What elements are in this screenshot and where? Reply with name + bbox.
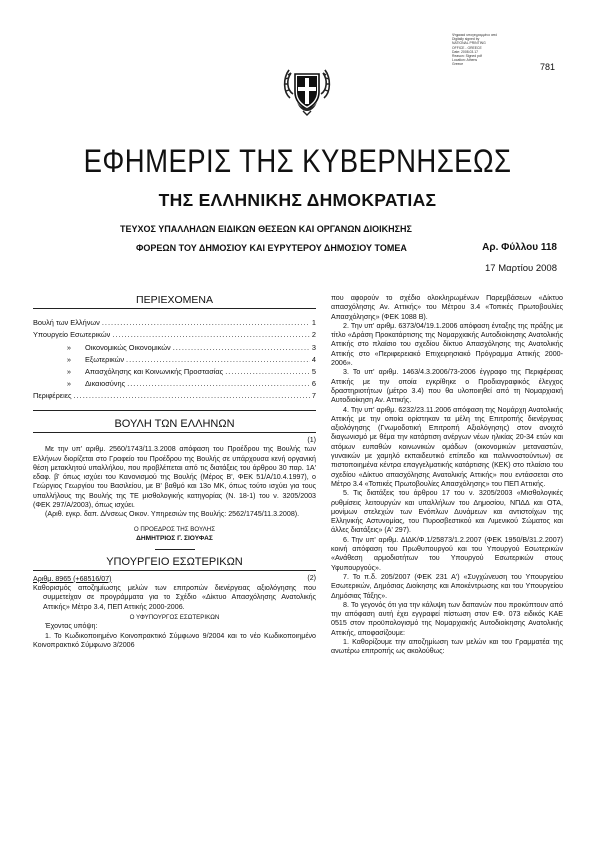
recital-5: 5. Τις διατάξεις του άρθρου 17 του ν. 3205/2003 «Μισθολογικές ρυθμίσεις λειτουργών και υπαλλήλων του Δημοσίου, ΝΠΔΔ και ΟΤΑ, μονίμων στελεχών των Ενόπλων Δυνάμεων και αντιστοίχων της Ελληνικής Αστυνομίας, του Πυροσβεστικού και Λιμενικού Σώματος και άλλες διατάξεις» (Α' 297).: [331, 489, 563, 535]
left-column: [33, 294, 316, 650]
stamp-line: Date: 2008.03.17: [452, 49, 479, 54]
toc-item-label: Βουλή των Ελλήνων: [33, 318, 100, 328]
decision-reference: Αριθμ. 8965 (+68516/07): [33, 574, 112, 583]
toc-item[interactable]: [33, 379, 316, 391]
toc-item-page: 4: [311, 354, 316, 364]
section-heading-interior: ΥΠΟΥΡΓΕΙΟ ΕΣΩΤΕΡΙΚΩΝ: [106, 556, 243, 569]
minister-title: Ο ΥΦΥΠΟΥΡΓΟΣ ΕΣΩΤΕΡΙΚΩΝ: [129, 613, 220, 621]
stamp-line: Location: Athens: [452, 58, 478, 63]
toc-item-bullet: »: [66, 379, 71, 389]
stamp-line: Digitally signed by: [452, 37, 480, 42]
decision-subject: Καθορισμός αποζημίωσης μελών των επιτροπών διενέργειας αξιολόγησης που συμμετείχαν σε προγράμματα για το Σχέδιο «Δίκτυο Απασχόλησης Ανατολικής Αττικής» Μέτρο 3.4, ΠΕΠ Αττικής 2000-2006.: [33, 584, 316, 611]
toc-item[interactable]: [33, 343, 316, 355]
toc-item-bullet: »: [66, 354, 71, 364]
having-regard: Έχοντας υπόψη:: [45, 622, 98, 631]
toc-heading: ΠΕΡΙΕΧΟΜΕΝΑ: [135, 294, 214, 306]
masthead-subtitle: ΤΗΣ ΕΛΛΗΝΙΚΗΣ ΔΗΜΟΚΡΑΤΙΑΣ: [158, 190, 437, 210]
toc-item-page: 7: [311, 391, 316, 401]
table-of-contents: [33, 318, 316, 403]
signer-title: Ο ΠΡΟΕΔΡΟΣ ΤΗΣ ΒΟΥΛΗΣ: [133, 525, 216, 533]
section-heading-parliament: ΒΟΥΛΗ ΤΩΝ ΕΛΛΗΝΩΝ: [114, 417, 235, 430]
toc-item-label: Οικονομικώς Οικονομικών: [85, 342, 171, 352]
parliament-decision-text: Με την υπ' αριθμ. 2560/1743/11.3.2008 απόφαση του Προέδρου της Βουλής των Ελλήνων διορίζεται στο Γραφείο του Προέδρου της Βουλής σε υπάρχουσα κενή οργανική θέση μετακλητού υπαλλήλου, που προβλέπεται από τις διατάξεις του άρθρου 30 παρ. 1Α' εδαφ. β' όπως ισχύει του Κανονισμού της Βουλής (Μέρος Β', ΦΕΚ 51/Α/10.4.1997), ο Γεώργιος Γεωργίου του Βασιλείου, με Β' βαθμό και 13ο ΜΚ, όπως τούτο ισχύει για τους υπαλλήλους της Βουλής της ΤΕ μισθολογικής κατηγορίας (Ν. 18-1) του ν. 3205/2003 (ΦΕΚ 297/Α/2003), όπως ισχύει.: [33, 445, 316, 509]
issue-type-line-1: ΤΕΥΧΟΣ ΥΠΑΛΛΗΛΩΝ ΕΙΔΙΚΩΝ ΘΕΣΕΩΝ ΚΑΙ ΟΡΓΑΝΩΝ ΔΙΟΙΚΗΣΗΣ: [120, 224, 412, 234]
recital-3: 3. Το υπ' αριθμ. 1463/4.3.2006/73-2006 έγγραφο της Περιφέρειας Αττικής με την οποία εγκρίθηκε ο Προδιαγραφικός έλεγχος δραστηριοτήτων (μέτρο 3.4) που θα υλοποιηθεί από τη Νομαρχιακή Αυτοδιοίκηση Αν. Αττικής.: [331, 368, 563, 405]
divider: [155, 549, 195, 550]
toc-item-label: Εξωτερικών: [85, 354, 125, 364]
stamp-line: NATIONAL PRINTING: [452, 41, 486, 46]
parliament-decision-note: (Αριθ. εγκρ. δαπ. Δ/νσεως Οικον. Υπηρεσιών της Βουλής: 2562/1745/11.3.2008).: [45, 510, 300, 519]
toc-item-page: 6: [311, 379, 316, 389]
stamp-line: Reason: Signed pdf: [452, 54, 482, 59]
divider: [33, 432, 316, 433]
toc-item-page: 2: [311, 330, 316, 340]
toc-item[interactable]: [33, 367, 316, 379]
toc-item-bullet: »: [66, 367, 71, 377]
page-number: 781: [539, 62, 555, 72]
toc-item-label: Περιφέρειες: [33, 391, 72, 401]
toc-item[interactable]: [33, 391, 316, 403]
toc-item-page: 1: [311, 318, 316, 328]
stamp-line: Ψηφιακά υπογεγραμμένο από: [452, 33, 498, 37]
toc-item-bullet: »: [66, 342, 71, 352]
stamp-line: Greece: [452, 62, 464, 67]
issue-date: 17 Μαρτίου 2008: [485, 263, 557, 274]
stamp-line: OFFICE - GREECE: [452, 45, 482, 50]
recital-4: 4. Την υπ' αριθμ. 6232/23.11.2006 απόφαση της Νομάρχη Ανατολικής Αττικής με την οποία ορίστηκαν τα μέλη της Επιτροπής διενέργειας αξιολόγησης (Γνωμοδοτική Επιτροπή Αξιολόγησης) στον ανοιχτό διαγωνισμό με θέμα την κατάρτιση ανέργων νέων ηλικίας 20-34 ετών και ατόμων ευπαθών κοινωνικών ομάδων (οικονομικών μεταναστών, γυναικών με χαμηλό εκπαιδευτικό επίπεδο και παλιννοστούντων) σε πιστοποιημένα κέντρα επαγγελματικής κατάρτισης (ΚΕΚ) στο πλαίσιο του σχεδίου «Δίκτυο απασχόλησης Ανατολικής Αττικής» που εντάσσεται στο Μέτρο 3.4 «Τοπικές Πρωτοβουλίες Απασχόλησης» του ΠΕΠ Αττικής.: [331, 405, 563, 488]
recital-2: 2. Την υπ' αριθμ. 6373/04/19.1.2006 απόφαση ένταξης της πράξης με τίτλο «Δράση Προκατάρτισης της Νομαρχιακής Αυτοδιοίκησης Ανατολικής Αττικής στο πλαίσιο του σχεδίου δίκτυο Απασχόλησης της Ανατολικής Αττικής στο «Περιφερειακό Επιχειρησιακό Πρόγραμμα Αττικής 2000-2006».: [331, 321, 563, 368]
toc-item-label: Δικαιοσύνης: [85, 379, 126, 389]
item-number: (1): [307, 435, 316, 444]
toc-item[interactable]: [33, 355, 316, 367]
masthead-title: ΕΦΗΜΕΡΙΣ ΤΗΣ ΚΥΒΕΡΝΗΣΕΩΣ: [83, 143, 512, 179]
recital-7: 7. Το π.δ. 205/2007 (ΦΕΚ 231 Α') «Συγχώνευση του Υπουργείου Εσωτερικών, Δημόσιας Διοίκησης και Αποκέντρωσης και του Υπουργείου Δημόσιας Τάξης».: [331, 572, 563, 600]
issue-type-line-2: ΦΟΡΕΩΝ ΤΟΥ ΔΗΜΟΣΙΟΥ ΚΑΙ ΕΥΡΥΤΕΡΟΥ ΔΗΜΟΣΙΟΥ ΤΟΜΕΑ: [136, 243, 407, 253]
item-number: (2): [307, 574, 316, 583]
toc-item-label: Υπουργείο Εσωτερικών: [33, 330, 111, 340]
digital-signature-stamp: [452, 33, 518, 67]
toc-item[interactable]: [33, 318, 316, 330]
recital-1-continued: που αφορούν το σχέδιο ολοκληρωμένων Παρεμβάσεων «Δίκτυο απασχόλησης Αν. Αττικής» του Μέτρου 3.4 «Τοπικές Πρωτοβουλίες Απασχόλησης» (ΦΕΚ 1088 Β).: [331, 294, 563, 321]
toc-item-page: 3: [311, 342, 316, 352]
coat-of-arms-icon: [283, 64, 331, 116]
toc-item-label: Απασχόλησης και Κοινωνικής Προστασίας: [85, 367, 224, 377]
decision-article-1: 1. Καθορίζουμε την αποζημίωση των μελών και του Γραμματέα της ανωτέρω επιτροπής ως ακολούθως:: [331, 637, 563, 656]
recital-1: 1. Το Κωδικοποιημένο Κοινοπρακτικό Σύμφωνο 9/2004 και το νέο Κωδικοποιημένο Κοινοπρακτικό Σύμφωνο 3/2006: [33, 631, 316, 649]
toc-item-page: 5: [311, 367, 316, 377]
signer-name: ΔΗΜΗΤΡΙΟΣ Γ. ΣΙΟΥΦΑΣ: [136, 534, 213, 542]
right-column: [331, 294, 563, 657]
sheet-number: Αρ. Φύλλου 118: [482, 242, 557, 253]
divider: [33, 308, 316, 309]
recital-8: 8. Το γεγονός ότι για την κάλυψη των δαπανών που προκύπτουν από την απόφαση αυτή έχει εγγραφεί πίστωση στον ΕΦ. 073 ειδικός ΚΑΕ 0515 στον προϋπολογισμό της Νομαρχιακής Αυτοδιοίκησης Ανατολικής Αττικής, αποφασίζουμε:: [331, 600, 563, 637]
divider: [33, 570, 316, 571]
toc-item[interactable]: [33, 330, 316, 342]
divider: [33, 410, 316, 411]
recital-6: 6. Την υπ' αριθμ. ΔΙΔΚ/Φ.1/25873/1.2.2007 (ΦΕΚ 1950/Β/31.2.2007) κοινή απόφαση του Πρωθυπουργού και του Υπουργού Εσωτερικών «Ανάθεση αρμοδιοτήτων του Υπουργού Εσωτερικών στους Υφυπουργούς».: [331, 535, 563, 572]
